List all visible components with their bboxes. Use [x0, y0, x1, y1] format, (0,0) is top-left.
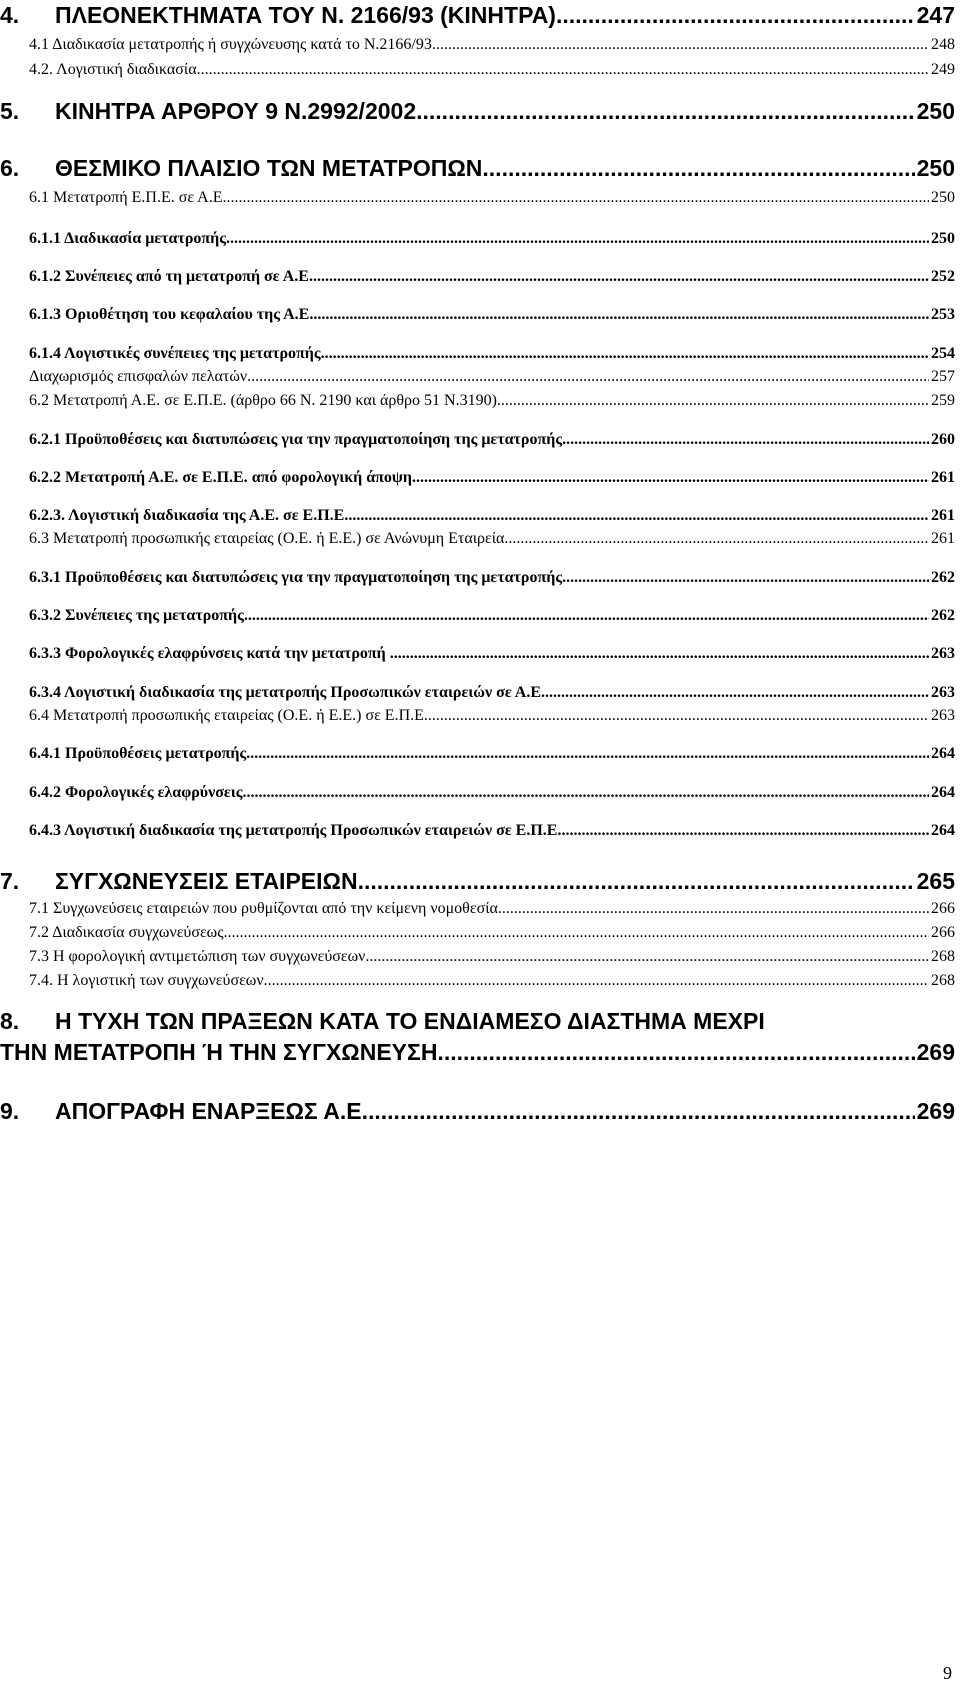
toc-title: 7.1 Συγχωνεύσεις εταιρειών που ρυθμίζονται από την κείμενη νομοθεσία	[29, 900, 498, 917]
toc-entry[interactable]	[29, 569, 955, 587]
toc-entry[interactable]	[29, 924, 955, 942]
dot-leader	[251, 368, 929, 386]
toc-title: 6.3.2 Συνέπειες της μετατροπής	[29, 607, 244, 624]
toc-page: 269	[916, 1098, 955, 1124]
toc-title: Η ΤΥΧΗ ΤΩΝ ΠΡΑΞΕΩΝ ΚΑΤΑ ΤΟ ΕΝΔΙΑΜΕΣΟ ΔΙΑΣΤΗΜΑ ΜΕΧΡΙ	[55, 1008, 765, 1034]
toc-page: 268	[931, 948, 955, 965]
toc-entry[interactable]	[29, 61, 955, 79]
toc-title: 4.2. Λογιστική διαδικασία.	[29, 61, 201, 78]
toc-title: ΣΥΓΧΩΝΕΥΣΕΙΣ ΕΤΑΙΡΕΙΩΝ.	[55, 868, 364, 894]
toc-title: 6.4.1 Προϋποθέσεις μετατροπής.	[29, 745, 251, 762]
toc-entry[interactable]	[29, 684, 955, 702]
toc-page: 263	[931, 645, 955, 662]
toc-entry[interactable]	[29, 431, 955, 449]
dot-leader	[368, 1098, 915, 1125]
toc-title: 6.3.4 Λογιστική διαδικασία της μετατροπής Προσωπικών εταιρειών σε Α.Ε.	[29, 684, 545, 701]
toc-entry[interactable]	[0, 2, 955, 29]
dot-leader	[365, 948, 929, 966]
toc-page: 254	[931, 345, 955, 362]
dot-leader	[444, 1039, 915, 1066]
dot-leader	[250, 745, 929, 763]
toc-entry[interactable]	[29, 268, 955, 286]
toc-entry[interactable]	[29, 972, 955, 990]
dot-leader	[562, 431, 929, 449]
toc-page: 264	[931, 822, 955, 839]
toc-entry[interactable]	[0, 1098, 955, 1125]
toc-entry[interactable]	[29, 306, 955, 324]
toc-entry[interactable]	[29, 530, 955, 548]
toc-title: 6.4.3 Λογιστική διαδικασία της μετατροπής Προσωπικών εταιρειών σε Ε.Π.Ε.	[29, 822, 562, 839]
page-number: 9	[943, 1663, 952, 1683]
toc-entry[interactable]	[29, 822, 955, 840]
toc-page: 252	[931, 268, 955, 285]
toc-title: 6.4 Μετατροπή προσωπικής εταιρείας (Ο.Ε. ή Ε.Ε.) σε Ε.Π.Ε.	[29, 707, 428, 724]
toc-title: ΤΗΝ ΜΕΤΑΤΡΟΠΗ Ή ΤΗΝ ΣΥΓΧΩΝΕΥΣΗ.	[0, 1039, 444, 1065]
dot-leader	[545, 684, 929, 702]
dot-leader	[489, 155, 915, 182]
toc-page: 250	[931, 230, 955, 247]
dot-leader	[423, 98, 915, 125]
toc-page: 264	[931, 745, 955, 762]
toc-entry[interactable]	[29, 707, 955, 725]
toc-entry[interactable]	[0, 868, 955, 895]
toc-page: 261	[931, 530, 955, 547]
toc-page: 260	[931, 431, 955, 448]
toc-page: 248	[931, 36, 955, 53]
toc-page: 263	[931, 707, 955, 724]
toc-page: 264	[931, 784, 955, 801]
toc-entry[interactable]	[29, 948, 955, 966]
toc-title: 6.1 Μετατροπή Ε.Π.Ε. σε Α.Ε.	[29, 189, 227, 206]
toc-entry-first-line[interactable]	[0, 1008, 765, 1035]
toc-number: 8.	[0, 1008, 20, 1034]
dot-leader	[348, 507, 929, 525]
dot-leader	[428, 707, 929, 725]
dot-leader	[325, 345, 929, 363]
toc-page: 250	[916, 155, 955, 181]
toc-page: 268	[931, 972, 955, 989]
toc-entry[interactable]	[29, 900, 955, 918]
toc-page: 262	[931, 569, 955, 586]
toc-title: 6.2.3. Λογιστική διαδικασία της Α.Ε. σε Ε.Π.Ε.	[29, 507, 349, 524]
dot-leader	[313, 268, 929, 286]
dot-leader	[226, 230, 929, 248]
toc-page: 263	[931, 684, 955, 701]
toc-entry[interactable]	[29, 507, 955, 525]
toc-title: ΘΕΣΜΙΚΟ ΠΛΑΙΣΙΟ ΤΩΝ ΜΕΤΑΤΡΟΠΩΝ.	[55, 155, 489, 181]
dot-leader	[228, 924, 929, 942]
toc-page: 259	[931, 392, 955, 409]
dot-leader	[364, 868, 915, 895]
toc-title: 6.3.3 Φορολογικές ελαφρύνσεις κατά την μετατροπή .	[29, 645, 394, 662]
toc-entry[interactable]	[29, 230, 955, 248]
toc-title: 6.1.2 Συνέπειες από τη μετατροπή σε Α.Ε.	[29, 268, 313, 285]
toc-title: 7.3 Η φορολογική αντιμετώπιση των συγχωνεύσεων	[29, 948, 366, 965]
dot-leader	[394, 645, 929, 663]
dot-leader	[436, 36, 929, 54]
toc-title: 6.3.1 Προϋποθέσεις και διατυπώσεις για την πραγματοποίηση της μετατροπής	[29, 569, 563, 586]
toc-title: 6.2.2 Μετατροπή Α.Ε. σε Ε.Π.Ε. από φορολογική άποψη	[29, 469, 413, 486]
toc-title: ΚΙΝΗΤΡΑ ΑΡΘΡΟΥ 9 Ν.2992/2002.	[55, 98, 423, 124]
toc-entry[interactable]	[29, 392, 955, 410]
toc-entry[interactable]	[29, 189, 955, 207]
toc-number: 7.	[0, 868, 20, 894]
dot-leader	[501, 392, 929, 410]
toc-number: 6.	[0, 155, 20, 181]
toc-entry[interactable]	[0, 98, 955, 125]
dot-leader	[313, 306, 929, 324]
toc-entry[interactable]	[0, 155, 955, 182]
toc-page: 261	[931, 507, 955, 524]
toc-number: 9.	[0, 1098, 20, 1124]
toc-entry[interactable]	[29, 345, 955, 363]
toc-title: 6.2.1 Προϋποθέσεις και διατυπώσεις για την πραγματοποίηση της μετατροπής	[29, 431, 563, 448]
toc-title: Διαχωρισμός επισφαλών πελατών.	[29, 368, 252, 385]
toc-title: 6.3 Μετατροπή προσωπικής εταιρείας (Ο.Ε. ή Ε.Ε.) σε Ανώνυμη Εταιρεία	[29, 530, 505, 547]
toc-page: 250	[931, 189, 955, 206]
toc-page: 250	[916, 98, 955, 124]
toc-entry[interactable]	[29, 36, 955, 54]
toc-title: 6.4.2 Φορολογικές ελαφρύνσεις.	[29, 784, 247, 801]
toc-title: 4.1 Διαδικασία μετατροπής ή συγχώνευσης κατά το Ν.2166/93.	[29, 36, 436, 53]
toc-page: 249	[931, 61, 955, 78]
dot-leader	[244, 607, 929, 625]
toc-page: 269	[916, 1039, 955, 1065]
toc-entry[interactable]	[29, 745, 955, 763]
toc-page: 257	[931, 368, 955, 385]
toc-title: 6.1.1 Διαδικασία μετατροπής	[29, 230, 226, 247]
toc-title: 7.2 Διαδικασία συγχωνεύσεως.	[29, 924, 228, 941]
toc-entry[interactable]	[29, 645, 955, 663]
dot-leader	[412, 469, 929, 487]
toc-entry[interactable]	[29, 469, 955, 487]
toc-number: 4.	[0, 2, 20, 28]
toc-page: 266	[931, 900, 955, 917]
dot-leader	[562, 2, 914, 29]
dot-leader	[561, 822, 929, 840]
toc-entry[interactable]	[29, 368, 955, 386]
toc-page: 266	[931, 924, 955, 941]
toc-title: ΠΛΕΟΝΕΚΤΗΜΑΤΑ ΤΟΥ Ν. 2166/93 (ΚΙΝΗΤΡΑ).	[55, 2, 563, 28]
dot-leader	[201, 61, 929, 79]
dot-leader	[498, 900, 929, 918]
toc-entry[interactable]	[29, 607, 955, 625]
toc-entry[interactable]	[29, 784, 955, 802]
toc-page: 247	[916, 2, 955, 28]
toc-page: 265	[916, 868, 955, 894]
toc-title: 6.2 Μετατροπή Α.Ε. σε Ε.Π.Ε. (άρθρο 66 Ν. 2190 και άρθρο 51 Ν.3190).	[29, 392, 501, 409]
dot-leader	[227, 189, 929, 207]
toc-page: 253	[931, 306, 955, 323]
toc-title: 6.1.3 Οριοθέτηση του κεφαλαίου της Α.Ε.	[29, 306, 314, 323]
toc-number: 5.	[0, 98, 20, 124]
toc-title: ΑΠΟΓΡΑΦΗ ΕΝΑΡΞΕΩΣ Α.Ε.	[55, 1098, 368, 1124]
dot-leader	[246, 784, 929, 802]
dot-leader	[562, 569, 929, 587]
dot-leader	[268, 972, 929, 990]
toc-page: 261	[931, 469, 955, 486]
toc-page: 262	[931, 607, 955, 624]
toc-entry[interactable]	[0, 1039, 955, 1066]
toc-title: 6.1.4 Λογιστικές συνέπειες της μετατροπής.	[29, 345, 325, 362]
dot-leader	[504, 530, 929, 548]
toc-title: 7.4. Η λογιστική των συγχωνεύσεων.	[29, 972, 268, 989]
